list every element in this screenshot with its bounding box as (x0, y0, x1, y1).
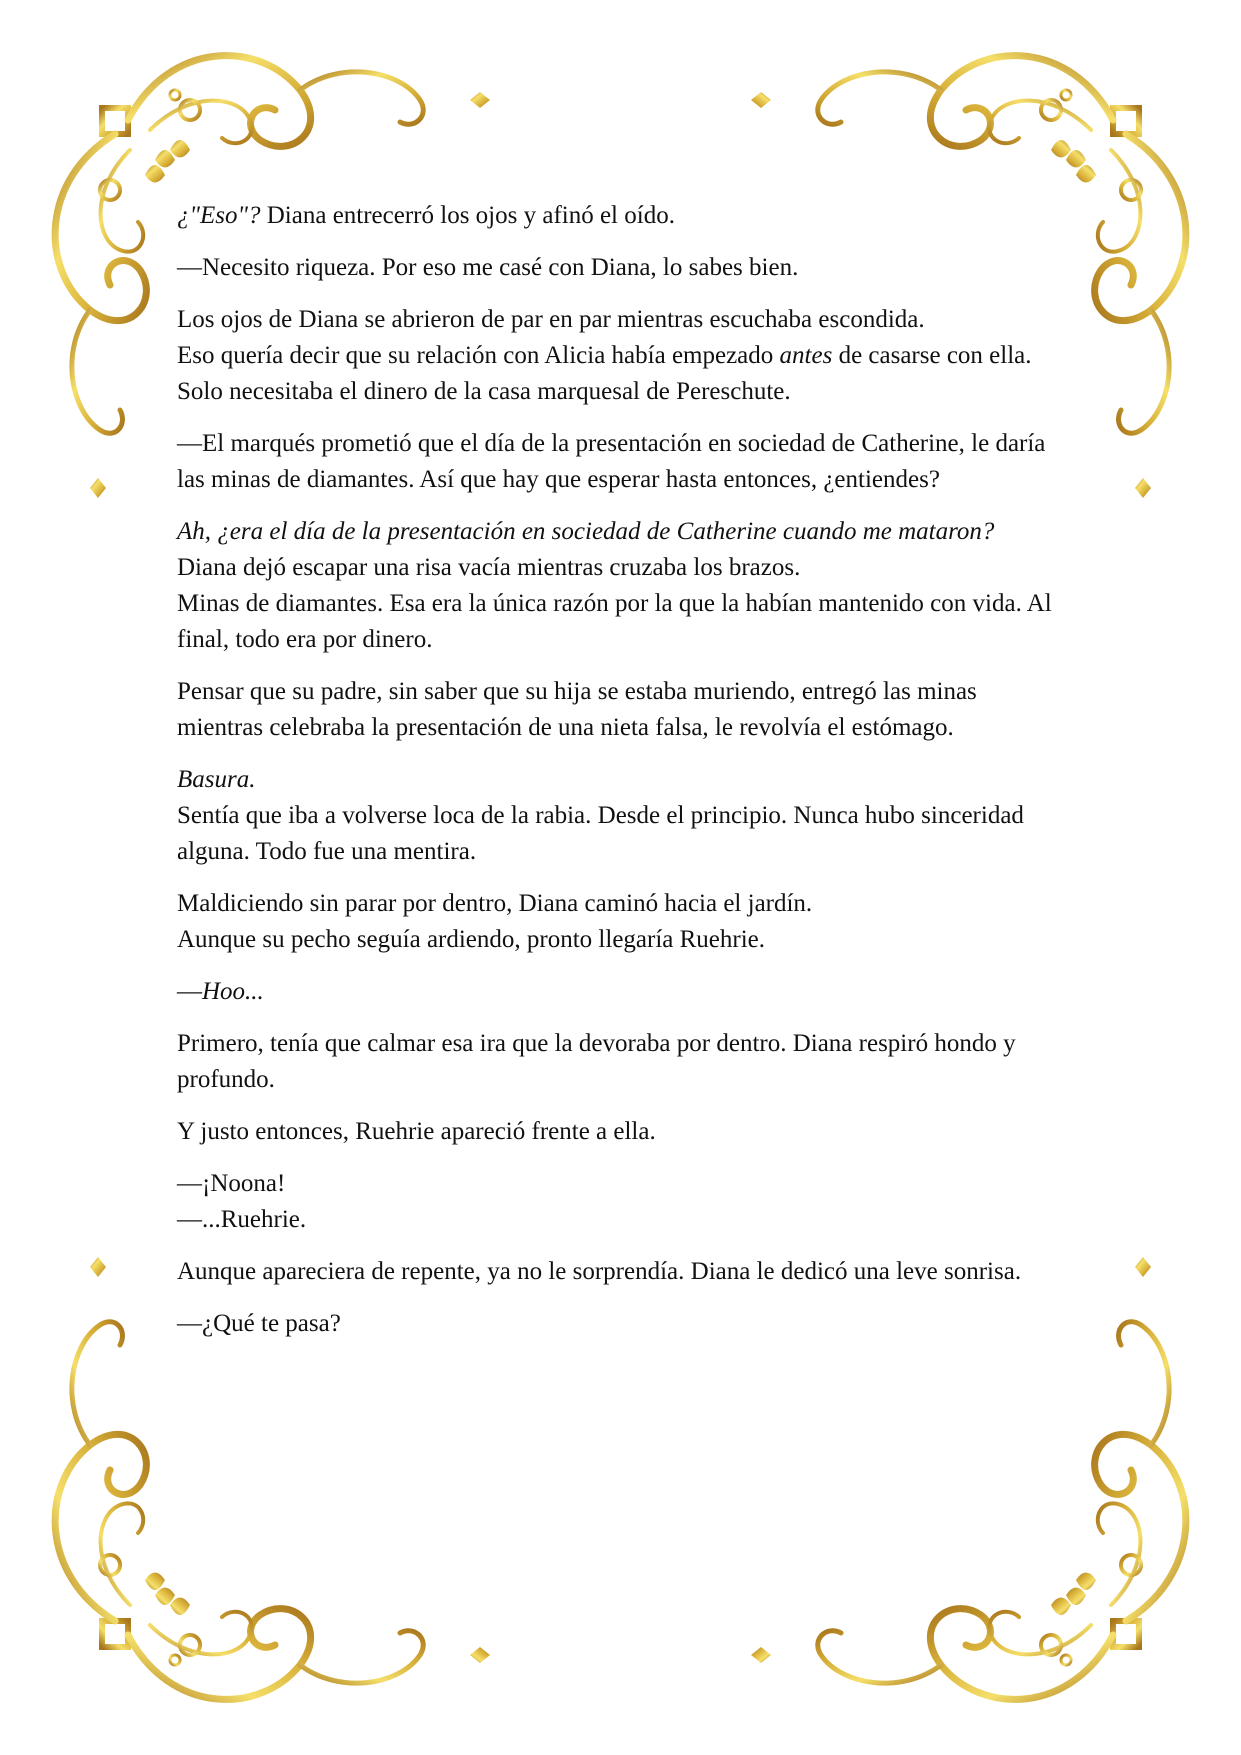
paragraph (177, 426, 1067, 498)
text-run: Diana entrecerró los ojos y afinó el oído. (260, 202, 675, 229)
text-run: Primero, tenía que calmar esa ira que la devoraba por dentro. Diana respiró hondo y profundo. (177, 1030, 1016, 1093)
paragraph (177, 974, 1067, 1010)
paragraph (177, 886, 1067, 958)
italic-text: ¿"Eso"? (177, 202, 261, 229)
text-run: Diana dejó escapar una risa vacía mientras cruzaba los brazos. (177, 554, 801, 581)
italic-text: Ah, ¿era el día de la presentación en sociedad de Catherine cuando me mataron? (177, 518, 995, 545)
paragraph (177, 250, 1067, 286)
text-run: de casarse con ella. (832, 342, 1032, 369)
text-run: — (177, 978, 202, 1005)
text-run: Sentía que iba a volverse loca de la rabia. Desde el principio. Nunca hubo sinceridad alguna. Todo fue una mentira. (177, 802, 1024, 865)
text-run: —¡Noona! (177, 1170, 286, 1197)
text-run: Aunque apareciera de repente, ya no le sorprendía. Diana le dedicó una leve sonrisa. (177, 1258, 1022, 1285)
text-run: Y justo entonces, Ruehrie apareció frente a ella. (177, 1118, 656, 1145)
text-run: —El marqués prometió que el día de la presentación en sociedad de Catherine, le daría las minas de diamantes. Así que hay que esperar hasta entonces, ¿entiendes? (177, 430, 1046, 493)
text-run: Minas de diamantes. Esa era la única razón por la que la habían mantenido con vida. Al final, todo era por dinero. (177, 590, 1052, 653)
paragraph (177, 674, 1067, 746)
text-run: Eso quería decir que su relación con Alicia había empezado (177, 342, 780, 369)
paragraph (177, 1026, 1067, 1098)
paragraph (177, 198, 1067, 234)
italic-text: antes (779, 342, 833, 369)
paragraph (177, 514, 1067, 658)
text-run: Maldiciendo sin parar por dentro, Diana caminó hacia el jardín. (177, 890, 813, 917)
italic-text: Basura. (177, 766, 256, 793)
italic-text: Hoo... (202, 978, 264, 1005)
paragraph (177, 1114, 1067, 1150)
text-run: —...Ruehrie. (177, 1206, 307, 1233)
text-run: Aunque su pecho seguía ardiendo, pronto llegaría Ruehrie. (177, 926, 766, 953)
paragraph (177, 1306, 1067, 1342)
text-run: Solo necesitaba el dinero de la casa marquesal de Pereschute. (177, 378, 791, 405)
story-text (177, 198, 1067, 1358)
text-run: —¿Qué te pasa? (177, 1310, 341, 1337)
text-run: Pensar que su padre, sin saber que su hija se estaba muriendo, entregó las minas mientras celebraba la presentación de una nieta falsa, le revolvía el estómago. (177, 678, 977, 741)
paragraph (177, 1166, 1067, 1238)
paragraph (177, 1254, 1067, 1290)
paragraph (177, 762, 1067, 870)
paragraph (177, 302, 1067, 410)
text-run: —Necesito riqueza. Por eso me casé con Diana, lo sabes bien. (177, 254, 799, 281)
text-run: Los ojos de Diana se abrieron de par en par mientras escuchaba escondida. (177, 306, 925, 333)
